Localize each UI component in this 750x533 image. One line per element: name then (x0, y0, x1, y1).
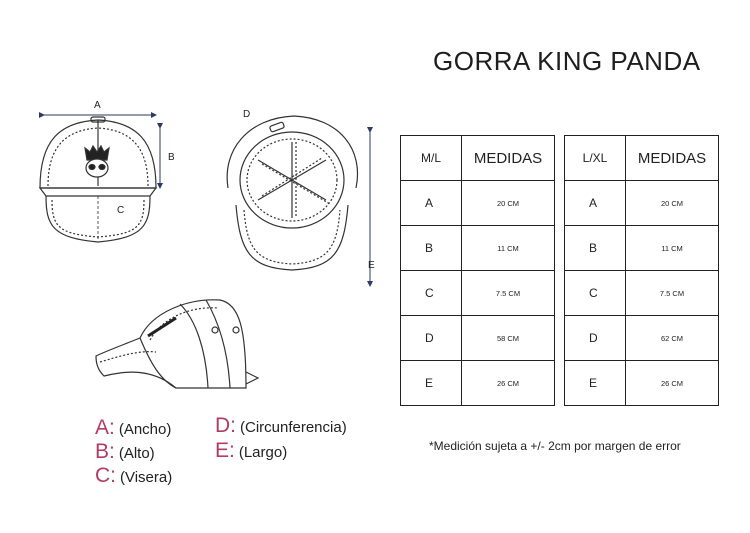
row-value: 62 CM (626, 316, 719, 361)
cap-diagrams (0, 0, 400, 410)
legend-item-b (95, 440, 155, 464)
legend-desc: (Ancho) (118, 421, 172, 438)
legend-item-e (215, 439, 287, 463)
underside-view-drawing (227, 116, 357, 270)
row-label: A (565, 181, 626, 226)
measurement-note: *Medición sujeta a +/- 2cm por margen de error (429, 439, 681, 453)
row-label: C (565, 271, 626, 316)
legend-item-a (95, 416, 171, 440)
size-table-ml (400, 135, 555, 406)
row-value: 7.5 CM (462, 271, 555, 316)
row-value: 26 CM (626, 361, 719, 406)
legend-item-c (95, 464, 172, 488)
row-value: 20 CM (462, 181, 555, 226)
legend-desc: (Circunferencia) (240, 419, 347, 436)
row-label: A (401, 181, 462, 226)
dimension-c-label: C (117, 205, 125, 216)
row-label: B (401, 226, 462, 271)
legend-desc: (Visera) (120, 469, 173, 486)
legend-letter: D: (215, 414, 236, 437)
legend-letter: B: (95, 440, 115, 463)
legend-desc: (Largo) (238, 444, 288, 461)
row-value: 7.5 CM (626, 271, 719, 316)
row-value: 58 CM (462, 316, 555, 361)
row-value: 20 CM (626, 181, 719, 226)
size-table-lxl (564, 135, 719, 406)
row-label: E (401, 361, 462, 406)
legend-item-d (215, 414, 347, 438)
dimension-a-label: A (94, 100, 101, 111)
dimension-d-label: D (243, 109, 251, 120)
side-view-drawing (96, 300, 258, 388)
row-label: D (565, 316, 626, 361)
row-value: 11 CM (626, 226, 719, 271)
row-value: 11 CM (462, 226, 555, 271)
row-value: 26 CM (462, 361, 555, 406)
front-view-drawing (40, 117, 156, 242)
row-label: C (401, 271, 462, 316)
dimension-b-label: B (168, 152, 175, 163)
table-header-size: L/XL (565, 136, 626, 181)
dimension-e-label: E (368, 260, 375, 271)
page-title: GORRA KING PANDA (433, 46, 701, 76)
table-header-measures: MEDIDAS (626, 136, 719, 181)
legend-letter: E: (215, 439, 235, 462)
row-label: D (401, 316, 462, 361)
legend-letter: A: (95, 416, 115, 439)
legend-letter: C: (95, 464, 116, 487)
legend-desc: (Alto) (118, 445, 155, 462)
row-label: E (565, 361, 626, 406)
row-label: B (565, 226, 626, 271)
table-header-size: M/L (401, 136, 462, 181)
table-header-measures: MEDIDAS (462, 136, 555, 181)
